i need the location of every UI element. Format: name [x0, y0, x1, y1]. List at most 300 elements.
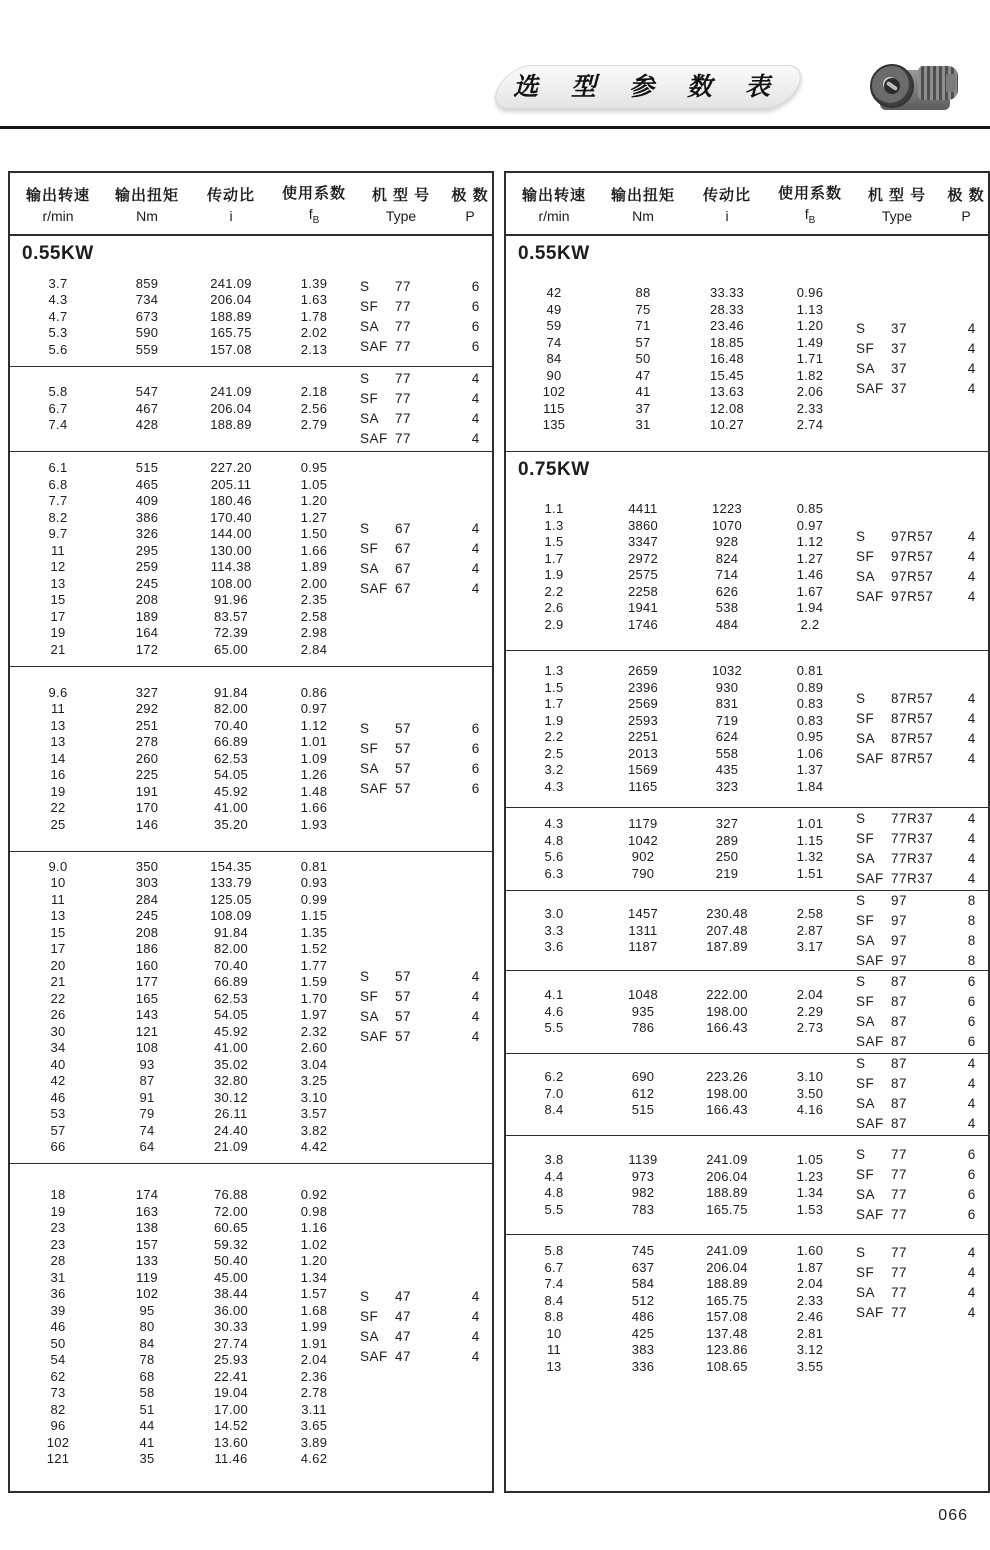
cell-value: 9.7 [48, 526, 68, 542]
table-row [506, 866, 850, 883]
model-size: 77 [891, 1207, 908, 1223]
cell-value: 166.43 [706, 1020, 748, 1036]
cell-value: 1.82 [796, 367, 824, 383]
cell-value: 584 [631, 1276, 655, 1292]
model-prefix: S [360, 969, 370, 985]
cell-value: 1.20 [300, 493, 328, 509]
poles-value: 4 [471, 1289, 480, 1305]
cell-value: 157 [135, 1236, 159, 1252]
poles-value: 4 [967, 549, 976, 564]
cell-value: 88 [635, 285, 651, 301]
header-output-speed [506, 184, 602, 224]
cell-value: 62 [50, 1368, 66, 1384]
cell-value: 930 [715, 679, 739, 695]
model-size: 97 [891, 952, 908, 968]
cell-value: 138 [135, 1220, 159, 1236]
table-row [10, 1253, 354, 1270]
cell-value: 2.04 [300, 1352, 328, 1368]
cell-value: 13.60 [213, 1434, 249, 1450]
header-speed-cn: 输出转速 [25, 186, 90, 204]
cell-value: 72.39 [213, 625, 249, 641]
cell-value: 2.46 [796, 1309, 824, 1325]
cell-value: 6.1 [48, 460, 68, 476]
cell-value: 91.84 [213, 924, 249, 940]
poles-value: 6 [471, 338, 480, 354]
cell-value: 3.3 [544, 922, 564, 938]
model-size: 77 [891, 1167, 908, 1183]
table-row [10, 875, 354, 892]
model-prefix: SAF [856, 381, 884, 397]
poles-value: 6 [471, 760, 480, 776]
model-size: 77 [891, 1265, 908, 1281]
table-row [506, 816, 850, 833]
cell-value: 12.08 [709, 400, 745, 416]
cell-value: 4.62 [300, 1451, 328, 1467]
cell-value: 6.7 [544, 1259, 564, 1275]
model-type-row [850, 527, 988, 547]
model-type-row [354, 719, 492, 739]
model-prefix: SF [856, 912, 875, 928]
table-row [10, 892, 354, 909]
cell-value: 198.00 [706, 1085, 748, 1101]
cell-value: 42 [50, 1073, 66, 1089]
cell-value: 3.55 [796, 1358, 824, 1374]
cell-value: 165.75 [706, 1292, 748, 1308]
cell-value: 80 [139, 1319, 155, 1335]
cell-value: 624 [715, 729, 739, 745]
model-type-list [354, 519, 492, 599]
cell-value: 2569 [627, 696, 659, 712]
cell-value: 1.50 [300, 526, 328, 542]
cell-value: 57 [50, 1122, 66, 1138]
poles-value: 4 [967, 731, 976, 747]
table-row [506, 1152, 850, 1169]
model-size: 67 [395, 541, 412, 557]
cell-value: 831 [715, 696, 739, 712]
header-type-cn: 机 型 号 [371, 186, 431, 204]
table-row [10, 734, 354, 751]
poles-value: 4 [967, 341, 976, 357]
table-row [10, 685, 354, 702]
table-block [10, 366, 492, 452]
cell-value: 4.8 [544, 832, 564, 848]
poles-value: 6 [471, 740, 480, 756]
cell-value: 327 [135, 684, 159, 700]
cell-value: 6.7 [48, 400, 68, 416]
cell-value: 165.75 [210, 325, 252, 341]
poles-value: 4 [967, 691, 976, 707]
cell-value: 0.97 [300, 701, 328, 716]
table-row [506, 551, 850, 568]
cell-value: 251 [135, 717, 159, 733]
cell-value: 1.12 [300, 717, 328, 733]
model-size: 37 [891, 361, 908, 377]
cell-value: 1.27 [796, 550, 824, 566]
model-size: 77 [395, 318, 412, 334]
cell-value: 734 [135, 292, 159, 308]
table-row [506, 1169, 850, 1186]
model-type-row [850, 931, 988, 951]
table-header-right [506, 173, 988, 236]
cell-value: 13 [50, 575, 66, 591]
cell-value: 2.04 [796, 987, 824, 1003]
cell-value: 28 [50, 1253, 66, 1269]
cell-value: 20 [50, 957, 66, 973]
table-row [10, 1123, 354, 1140]
poles-value: 4 [967, 1265, 976, 1281]
cell-value: 2.18 [300, 384, 328, 400]
cell-value: 1.87 [796, 1259, 824, 1275]
model-size: 77R37 [891, 811, 934, 827]
cell-value: 102 [542, 384, 566, 400]
model-size: 97R57 [891, 549, 934, 564]
table-row [506, 302, 850, 319]
cell-value: 21 [50, 974, 66, 990]
cell-value: 2.32 [300, 1023, 328, 1039]
table-row [10, 974, 354, 991]
cell-value: 1.59 [300, 974, 328, 990]
table-row [506, 833, 850, 850]
model-prefix: SAF [360, 780, 388, 796]
cell-value: 4.7 [48, 308, 68, 324]
cell-value: 1.68 [300, 1302, 328, 1318]
model-prefix: SA [856, 361, 876, 377]
model-size: 97R57 [891, 569, 934, 584]
table-row [506, 1243, 850, 1260]
table-row [10, 1336, 354, 1353]
cell-value: 18.85 [709, 334, 745, 350]
poles-value: 4 [967, 751, 976, 767]
cell-value: 189 [135, 608, 159, 624]
cell-value: 219 [715, 865, 739, 881]
model-prefix: S [856, 973, 866, 989]
model-type-row [354, 519, 492, 539]
cell-value: 1.9 [544, 712, 564, 728]
cell-value: 21 [50, 641, 66, 657]
table-row [10, 1040, 354, 1057]
model-prefix: SA [856, 1285, 876, 1301]
cell-value: 2972 [627, 550, 659, 566]
table-row [10, 401, 354, 418]
data-rows [506, 987, 850, 1037]
data-rows [10, 685, 354, 834]
page-number: 066 [938, 1507, 968, 1524]
poles-value: 4 [471, 541, 480, 557]
cell-value: 3.82 [300, 1122, 328, 1138]
cell-value: 115 [543, 400, 565, 416]
table-row [506, 518, 850, 535]
cell-value: 1.1 [544, 501, 564, 516]
cell-value: 1.35 [300, 924, 328, 940]
cell-value: 1.93 [300, 816, 328, 832]
cell-value: 902 [631, 849, 655, 865]
table-row [10, 767, 354, 784]
table-row [10, 908, 354, 925]
header-poles-cn: 极 数 [451, 186, 489, 204]
poles-value: 4 [471, 521, 480, 537]
cell-value: 982 [631, 1185, 655, 1201]
selection-tables [0, 171, 990, 1493]
cell-value: 28.33 [709, 301, 745, 317]
model-prefix: SAF [856, 589, 884, 604]
table-row [506, 534, 850, 551]
header-type-cn: 机 型 号 [867, 186, 927, 204]
cell-value: 66 [50, 1139, 66, 1155]
cell-value: 11 [50, 891, 66, 907]
cell-value: 2.58 [300, 608, 328, 624]
cell-value: 15.45 [709, 367, 745, 383]
model-size: 97R57 [891, 529, 934, 544]
cell-value: 859 [135, 275, 159, 291]
cell-value: 164 [135, 625, 159, 641]
header-factor-en [274, 206, 354, 226]
cell-value: 35.02 [213, 1056, 249, 1072]
cell-value: 0.95 [300, 460, 328, 476]
block-content [10, 367, 492, 452]
cell-value: 5.5 [544, 1020, 564, 1036]
poles-value: 4 [967, 1305, 976, 1321]
table-row [10, 784, 354, 801]
model-size: 77 [395, 371, 412, 387]
cell-value: 2251 [627, 729, 659, 745]
model-type-row [354, 967, 492, 987]
cell-value: 59.32 [213, 1236, 249, 1252]
cell-value: 19 [50, 783, 66, 799]
cell-value: 15 [50, 924, 66, 940]
cell-value: 68 [139, 1368, 155, 1384]
cell-value: 3860 [627, 517, 659, 533]
table-row [10, 1451, 354, 1468]
model-type-row [850, 951, 988, 970]
model-size: 87 [891, 1013, 908, 1029]
cell-value: 135 [542, 417, 566, 433]
model-type-row [354, 739, 492, 759]
cell-value: 1.23 [796, 1168, 824, 1184]
table-row [506, 746, 850, 763]
cell-value: 82 [50, 1401, 66, 1417]
table-block [10, 236, 492, 366]
model-prefix: SA [360, 561, 380, 577]
title-banner [498, 65, 798, 109]
cell-value: 336 [631, 1358, 655, 1374]
model-size: 67 [395, 561, 412, 577]
header-output-torque [106, 184, 188, 224]
cell-value: 1.53 [796, 1201, 824, 1217]
block-content [10, 268, 492, 366]
model-type-row [850, 359, 988, 379]
cell-value: 2.73 [796, 1020, 824, 1036]
cell-value: 87 [139, 1073, 155, 1089]
model-prefix: SAF [360, 581, 388, 597]
model-type-row [850, 1283, 988, 1303]
model-size: 77 [395, 431, 412, 447]
table-row [10, 576, 354, 593]
table-row [506, 1086, 850, 1103]
cell-value: 10 [50, 875, 66, 891]
cell-value: 108.00 [210, 575, 252, 591]
cell-value: 1.05 [796, 1152, 824, 1168]
cell-value: 31 [50, 1269, 66, 1285]
model-type-list [354, 1287, 492, 1367]
cell-value: 4.3 [544, 778, 564, 794]
model-prefix: SF [856, 341, 875, 357]
cell-value: 22 [50, 800, 66, 815]
block-content [506, 971, 988, 1053]
cell-value: 2258 [627, 583, 659, 599]
cell-value: 7.0 [544, 1085, 564, 1101]
cell-value: 230.48 [706, 906, 748, 922]
poles-value: 6 [471, 298, 480, 314]
cell-value: 2.00 [300, 575, 328, 591]
poles-value: 4 [471, 1009, 480, 1025]
power-section-label: 0.75KW [518, 458, 590, 480]
model-size: 97 [891, 892, 908, 908]
table-row [506, 1293, 850, 1310]
cell-value: 188.89 [210, 417, 252, 433]
model-type-list [850, 319, 988, 399]
cell-value: 11.46 [214, 1451, 248, 1467]
cell-value: 1042 [627, 832, 659, 848]
cell-value: 0.97 [796, 517, 824, 533]
cell-value: 250 [715, 849, 739, 865]
poles-value: 4 [967, 811, 976, 827]
model-prefix: SAF [856, 952, 884, 968]
model-size: 57 [395, 740, 412, 756]
cell-value: 40 [50, 1056, 66, 1072]
poles-value: 8 [967, 912, 976, 928]
cell-value: 198.00 [706, 1003, 748, 1019]
poles-value: 4 [471, 1349, 480, 1365]
model-type-row [850, 379, 988, 399]
header-factor-cn: 使用系数 [777, 184, 842, 202]
cell-value: 0.83 [796, 696, 824, 712]
cell-value: 1.34 [300, 1269, 328, 1285]
table-row [10, 1220, 354, 1237]
cell-value: 95 [139, 1302, 155, 1318]
cell-value: 7.4 [48, 417, 68, 433]
cell-value: 74 [546, 334, 562, 350]
header-poles [448, 184, 492, 224]
cell-value: 3347 [627, 534, 659, 549]
table-block [10, 451, 492, 665]
model-size: 57 [395, 1009, 412, 1025]
cell-value: 146 [135, 816, 159, 832]
model-type-row [354, 429, 492, 449]
model-prefix: S [360, 720, 370, 736]
table-row [10, 384, 354, 401]
header-ratio-en: i [229, 207, 233, 224]
cell-value: 9.6 [48, 684, 68, 700]
poles-value: 8 [967, 892, 976, 908]
table-row [10, 751, 354, 768]
cell-value: 19.04 [213, 1385, 249, 1401]
cell-value: 2.02 [300, 325, 328, 341]
cell-value: 11 [50, 542, 66, 558]
cell-value: 2.6 [544, 600, 564, 615]
table-row [506, 1326, 850, 1343]
poles-value: 4 [471, 1329, 480, 1345]
cell-value: 74 [139, 1122, 155, 1138]
data-rows [506, 1243, 850, 1375]
cell-value: 1.01 [796, 816, 824, 832]
cell-value: 241.09 [706, 1152, 748, 1168]
model-prefix: SF [856, 549, 875, 564]
cell-value: 323 [715, 778, 739, 794]
cell-value: 206.04 [210, 400, 252, 416]
table-row [10, 925, 354, 942]
model-type-row [354, 337, 492, 357]
cell-value: 1.71 [796, 351, 824, 367]
model-type-row [850, 869, 988, 889]
model-size: 87 [891, 1033, 908, 1049]
table-row [10, 1418, 354, 1435]
cell-value: 326 [135, 526, 159, 542]
poles-value: 6 [471, 318, 480, 334]
model-prefix: SA [856, 932, 876, 948]
poles-value: 4 [967, 361, 976, 377]
model-type-row [850, 567, 988, 587]
poles-value: 4 [967, 711, 976, 727]
model-type-row [850, 1185, 988, 1205]
cell-value: 327 [715, 816, 739, 832]
poles-value: 8 [967, 932, 976, 948]
model-prefix: SA [856, 731, 876, 747]
factor-symbol: f [308, 205, 313, 222]
cell-value: 928 [715, 534, 739, 549]
data-rows [10, 460, 354, 658]
cell-value: 1.49 [796, 334, 824, 350]
cell-value: 2.29 [796, 1003, 824, 1019]
cell-value: 1223 [711, 501, 743, 516]
cell-value: 93 [139, 1056, 155, 1072]
gearmotor-cap [946, 74, 956, 92]
table-row [10, 1352, 354, 1369]
model-prefix: SA [360, 1009, 380, 1025]
cell-value: 783 [631, 1201, 655, 1217]
table-body-right [506, 236, 988, 1491]
cell-value: 2.98 [300, 625, 328, 641]
cell-value: 547 [135, 384, 159, 400]
table-row [10, 592, 354, 609]
power-section-label: 0.55KW [22, 243, 94, 264]
table-row [10, 309, 354, 326]
cell-value: 82.00 [213, 701, 249, 716]
model-size: 87 [891, 1116, 908, 1132]
model-type-row [850, 709, 988, 729]
model-size: 97 [891, 932, 908, 948]
cell-value: 512 [631, 1292, 655, 1308]
model-type-row [850, 1205, 988, 1225]
cell-value: 690 [631, 1069, 655, 1085]
cell-value: 130.00 [210, 542, 252, 558]
selection-table-left [8, 171, 494, 1493]
power-section-label: 0.55KW [518, 243, 590, 264]
model-prefix: SF [360, 1309, 379, 1325]
model-type-row [850, 992, 988, 1012]
cell-value: 7.4 [544, 1276, 564, 1292]
cell-value: 206.04 [210, 292, 252, 308]
poles-value: 6 [471, 278, 480, 294]
model-type-row [850, 547, 988, 567]
selection-table-right [504, 171, 990, 1493]
cell-value: 1.3 [544, 517, 564, 533]
table-row [10, 718, 354, 735]
poles-value: 4 [471, 1029, 480, 1045]
cell-value: 1.46 [796, 567, 824, 582]
model-size: 57 [395, 780, 412, 796]
model-type-list [354, 369, 492, 449]
cell-value: 241.09 [210, 275, 252, 291]
